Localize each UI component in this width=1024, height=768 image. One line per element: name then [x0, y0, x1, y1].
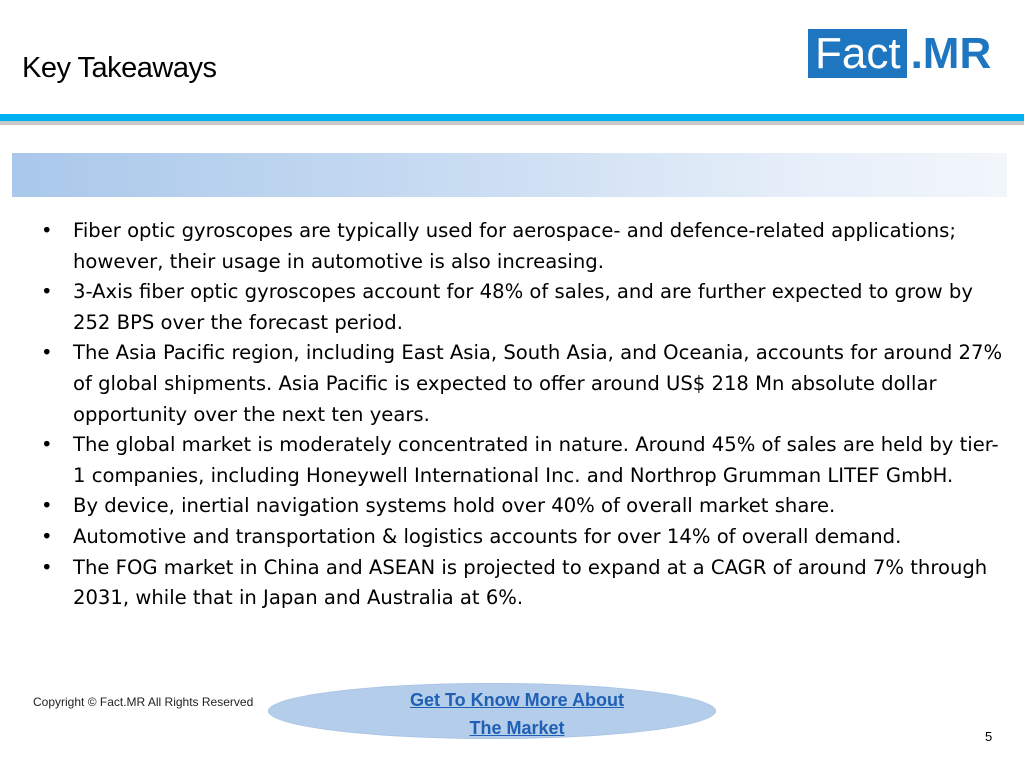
list-item	[38, 216, 1008, 277]
page-number: 5	[985, 729, 993, 744]
bullet-icon: •	[41, 494, 53, 518]
logo-fact-text: Fact	[808, 29, 907, 78]
list-item	[38, 338, 1008, 430]
bullet-icon: •	[41, 524, 53, 548]
list-item	[38, 491, 1008, 522]
header-rule-cyan	[0, 114, 1024, 121]
list-item	[38, 522, 1008, 553]
know-more-link[interactable]	[362, 686, 672, 742]
cta-line-2: The Market	[469, 718, 565, 738]
logo-mr-text: .MR	[910, 29, 992, 78]
bullet-icon: •	[41, 555, 53, 579]
list-item	[38, 277, 1008, 338]
list-item	[38, 553, 1008, 614]
factmr-logo	[808, 29, 991, 78]
list-item	[38, 430, 1008, 491]
bullet-text: By device, inertial navigation systems hold over 40% of overall market share.	[73, 494, 836, 518]
bullet-text: Fiber optic gyroscopes are typically used for aerospace- and defence-related applications; however, their usage in automotive is also increasing.	[73, 219, 956, 273]
bullet-icon: •	[41, 280, 53, 304]
copyright-text: Copyright © Fact.MR All Rights Reserved	[33, 695, 254, 709]
header-rule-grey	[0, 121, 1024, 125]
bullet-text: The global market is moderately concentrated in nature. Around 45% of sales are held by tier-1 companies, including Honeywell International Inc. and Northrop Grumman LITEF GmbH.	[73, 433, 999, 487]
takeaways-list	[38, 216, 1008, 614]
gradient-banner	[12, 153, 1007, 197]
bullet-text: 3-Axis fiber optic gyroscopes account for 48% of sales, and are further expected to grow by 252 BPS over the forecast period.	[73, 280, 973, 334]
bullet-text: Automotive and transportation & logistics accounts for over 14% of overall demand.	[73, 524, 902, 548]
cta-line-1: Get To Know More About	[410, 690, 624, 710]
bullet-text: The FOG market in China and ASEAN is projected to expand at a CAGR of around 7% through 2031, while that in Japan and Australia at 6%.	[73, 555, 988, 610]
bullet-icon: •	[41, 433, 53, 457]
bullet-icon: •	[41, 219, 53, 242]
bullet-text: The Asia Pacific region, including East Asia, South Asia, and Oceania, accounts for around 27% of global shipments. Asia Pacific is expected to offer around US$ 218 Mn absolute dollar opportunity over the next ten years.	[73, 341, 1003, 426]
page-title: Key Takeaways	[22, 52, 217, 84]
bullet-icon: •	[41, 341, 53, 365]
